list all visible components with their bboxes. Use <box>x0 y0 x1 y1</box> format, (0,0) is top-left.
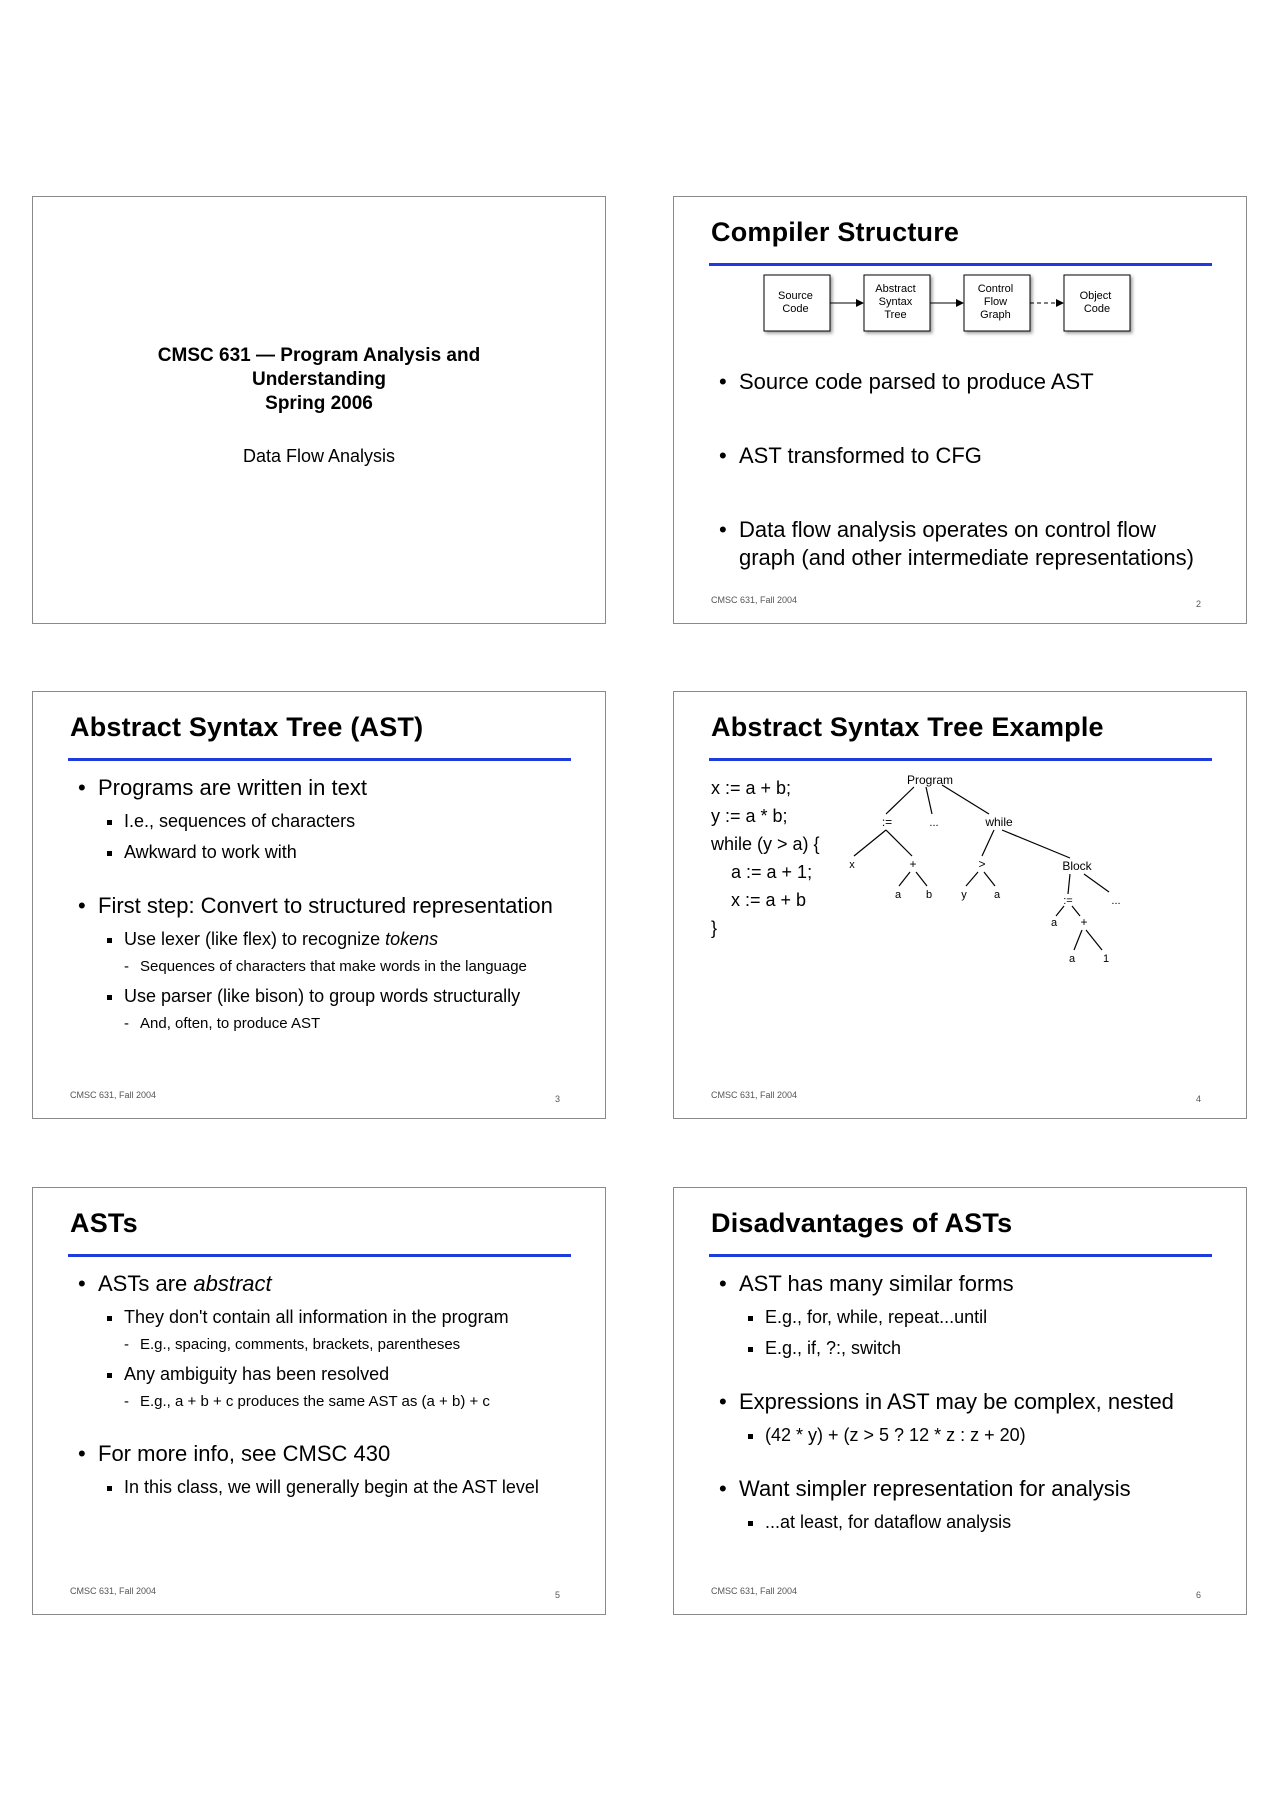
sub-sub-bullet: - Sequences of characters that make words in the language <box>70 957 585 977</box>
sub-bullet: E.g., if, ?:, switch <box>711 1336 1226 1360</box>
slide-title: Compiler Structure <box>711 217 960 247</box>
tree-node: a <box>1050 917 1058 929</box>
flow-box-text: Graph <box>980 309 1011 321</box>
cover-title-line: Spring 2006 <box>265 393 373 414</box>
slide-body <box>70 774 585 1034</box>
bullet <box>70 1270 585 1298</box>
sub-bullet: In this class, we will generally begin at the AST level <box>70 1475 585 1499</box>
bullet: • Expressions in AST may be complex, nested <box>711 1388 1226 1416</box>
sub-bullet-text: Use lexer (like flex) to recognize <box>124 929 381 949</box>
tree-node: y <box>961 889 967 901</box>
slide-footer: CMSC 631, Fall 2004 <box>711 595 798 605</box>
slide-number: 3 <box>554 1094 560 1104</box>
slide-footer: CMSC 631, Fall 2004 <box>711 1090 798 1100</box>
title-rule <box>68 758 571 761</box>
tree-node: ... <box>1111 895 1121 907</box>
tree-node: := <box>1063 895 1073 907</box>
flow-box-text: Code <box>782 303 809 315</box>
sub-bullet: Use parser (like bison) to group words structurally <box>70 984 585 1008</box>
tree-node: 1 <box>1102 953 1110 965</box>
tree-node: + <box>1080 915 1088 929</box>
code-line: a := a + 1; <box>711 862 813 882</box>
cover-subtitle: Data Flow Analysis <box>242 446 396 466</box>
code-block <box>711 774 820 942</box>
tree-edge <box>886 830 912 856</box>
tree-node: Block <box>1062 859 1092 873</box>
tree-edge <box>854 830 886 856</box>
slide-footer: CMSC 631, Fall 2004 <box>70 1586 157 1596</box>
slide-number: 2 <box>1195 599 1201 609</box>
cover-title-line: CMSC 631 — Program Analysis and <box>157 345 481 366</box>
slide-6 <box>673 1187 1247 1615</box>
tree-edge <box>1084 874 1109 892</box>
bullet: • Programs are written in text <box>70 774 585 802</box>
flow-box-text: Syntax <box>878 296 913 308</box>
sub-bullet: I.e., sequences of characters <box>70 809 585 833</box>
tree-edge <box>1002 830 1070 858</box>
bullet: • For more info, see CMSC 430 <box>70 1440 585 1468</box>
flow-box-text: Tree <box>884 309 907 321</box>
slide-footer: CMSC 631, Fall 2004 <box>711 1586 798 1596</box>
title-rule <box>709 758 1212 761</box>
tree-node: Program <box>906 773 954 787</box>
flow-box-text: Code <box>1083 303 1111 315</box>
slide-1 <box>32 196 606 624</box>
tree-node: + <box>909 857 917 871</box>
sub-bullet: Any ambiguity has been resolved <box>70 1362 585 1386</box>
sub-bullet: They don't contain all information in the program <box>70 1305 585 1329</box>
ast-tree-diagram <box>849 773 1204 974</box>
slide-body <box>711 368 1216 572</box>
code-line: x := a + b <box>711 890 807 910</box>
tree-node: a <box>1068 953 1076 965</box>
bullet: • Data flow analysis operates on control flow graph (and other intermediate representations) <box>711 516 1216 572</box>
tree-edge <box>982 830 994 856</box>
sub-sub-bullet: - E.g., spacing, comments, brackets, parentheses <box>70 1335 585 1355</box>
slide-body <box>70 1270 585 1499</box>
tree-node: ... <box>929 817 939 829</box>
tree-edge <box>966 872 978 886</box>
tree-node: a <box>993 889 1001 901</box>
flow-box-text: Source <box>778 290 813 302</box>
code-line: while (y > a) { <box>711 834 820 854</box>
code-line: } <box>711 918 718 938</box>
tree-node: while <box>985 815 1013 829</box>
tree-edge <box>886 787 914 814</box>
slide-body <box>711 1270 1226 1534</box>
cover-title-line: Understanding <box>251 369 387 390</box>
sub-bullet: Awkward to work with <box>70 840 585 864</box>
tree-edge <box>1086 930 1102 950</box>
title-rule <box>709 1254 1212 1257</box>
compiler-flow-diagram <box>764 275 1164 345</box>
sub-bullet: (42 * y) + (z > 5 ? 12 * z : z + 20) <box>711 1423 1226 1447</box>
bullet: • AST transformed to CFG <box>711 442 1216 470</box>
sub-bullet <box>70 927 585 951</box>
tree-edge <box>899 872 910 886</box>
slide-number: 5 <box>554 1590 560 1600</box>
flow-box-text: Flow <box>983 296 1008 308</box>
slide-2 <box>673 196 1247 624</box>
slide-number: 4 <box>1195 1094 1201 1104</box>
tree-edge <box>984 872 995 886</box>
tree-node: b <box>925 889 933 901</box>
slide-3 <box>32 691 606 1119</box>
bullet: • Source code parsed to produce AST <box>711 368 1216 396</box>
tree-edge <box>916 872 927 886</box>
tree-node: > <box>978 857 986 871</box>
flow-box-text: Abstract <box>875 283 916 295</box>
slide-title: ASTs <box>70 1208 138 1238</box>
slide-title: Abstract Syntax Tree Example <box>711 712 1104 742</box>
slide-footer: CMSC 631, Fall 2004 <box>70 1090 157 1100</box>
code-line: x := a + b; <box>711 778 792 798</box>
bullet-text: ASTs are <box>98 1271 188 1296</box>
slide-title: Disadvantages of ASTs <box>711 1208 1013 1238</box>
title-rule <box>709 263 1212 266</box>
sub-sub-bullet: - And, often, to produce AST <box>70 1014 585 1034</box>
title-rule <box>68 1254 571 1257</box>
tree-edge <box>1074 930 1082 950</box>
flow-box-text: Object <box>1079 290 1112 302</box>
tree-node: x <box>849 859 855 871</box>
tree-edge <box>1072 906 1080 916</box>
flow-box-text: Control <box>977 283 1014 295</box>
tree-edge <box>1056 906 1064 916</box>
sub-bullet: E.g., for, while, repeat...until <box>711 1305 1226 1329</box>
tree-edge <box>1068 874 1070 894</box>
tree-edge <box>942 785 989 814</box>
tree-node: a <box>894 889 902 901</box>
bullet: • First step: Convert to structured representation <box>70 892 585 920</box>
emphasis-text: tokens <box>385 929 439 949</box>
bullet: • AST has many similar forms <box>711 1270 1226 1298</box>
bullet: • Want simpler representation for analysis <box>711 1475 1226 1503</box>
tree-edge <box>926 787 932 814</box>
slide-5 <box>32 1187 606 1615</box>
slide-title: Abstract Syntax Tree (AST) <box>70 712 424 742</box>
cover-title <box>33 344 605 416</box>
sub-bullet: ...at least, for dataflow analysis <box>711 1510 1226 1534</box>
slide-4 <box>673 691 1247 1119</box>
sub-sub-bullet: - E.g., a + b + c produces the same AST as (a + b) + c <box>70 1392 585 1412</box>
code-line: y := a * b; <box>711 806 788 826</box>
emphasis-text: abstract <box>193 1271 272 1296</box>
tree-node: := <box>881 815 893 829</box>
slide-number: 6 <box>1195 1590 1201 1600</box>
